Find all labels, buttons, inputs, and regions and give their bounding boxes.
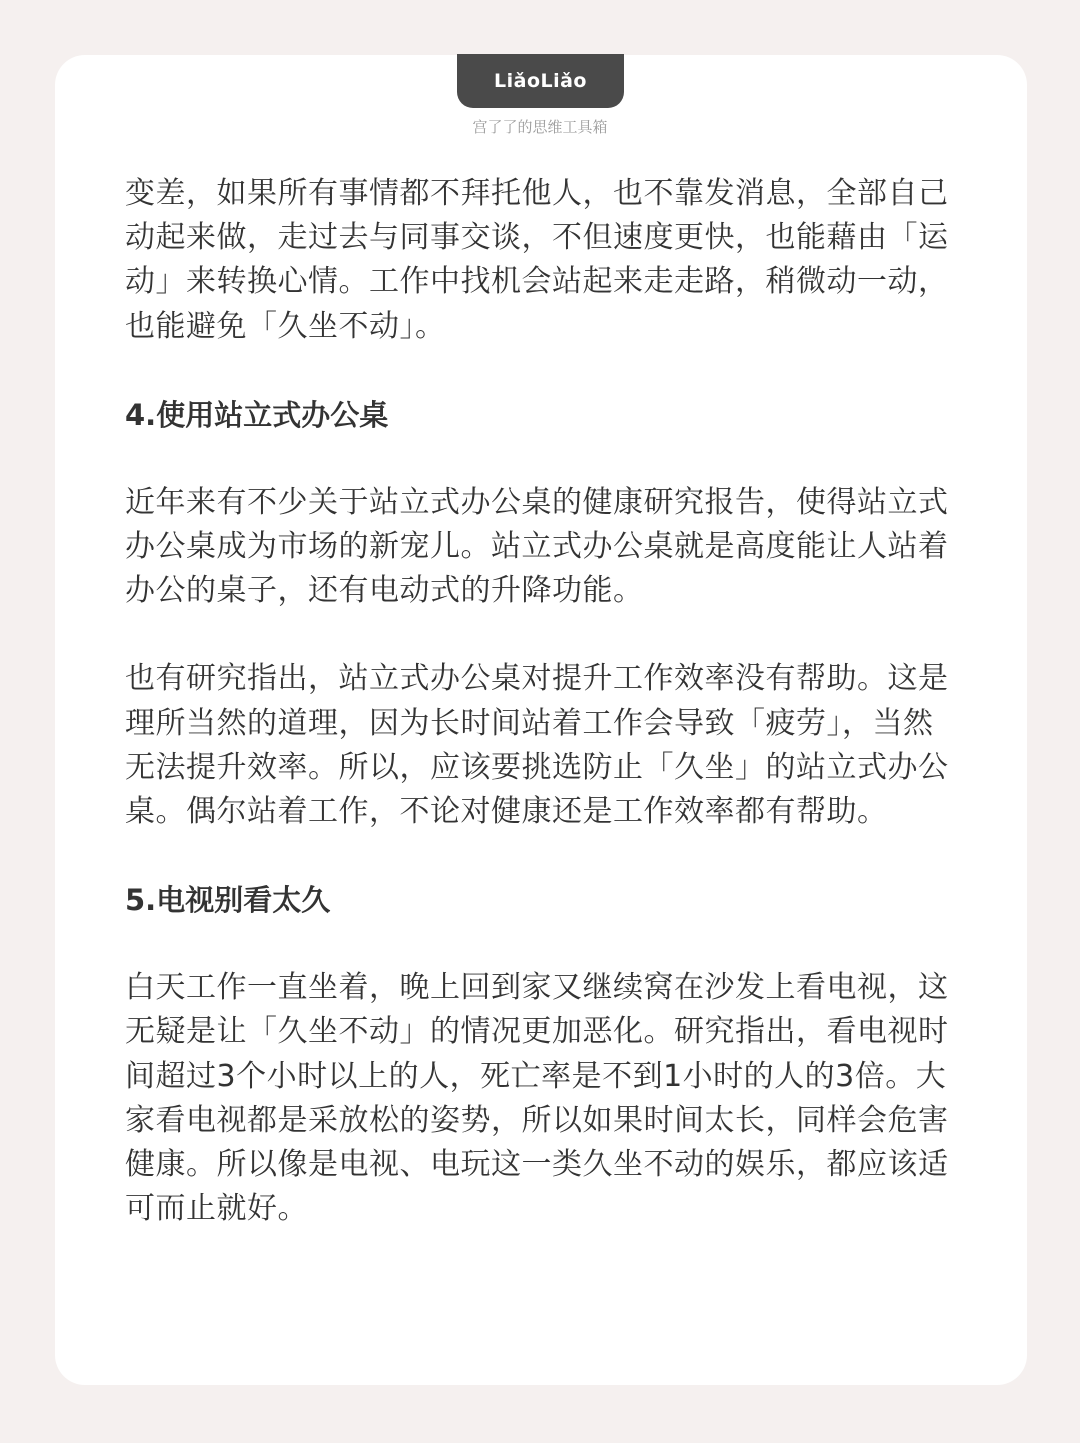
paragraph-tv: 白天工作一直坐着，晚上回到家又继续窝在沙发上看电视，这无疑是让「久坐不动」的情况更加恶化。研究指出，看电视时间超过3个小时以上的人，死亡率是不到1小时的人的3倍。大家看电视都是采放松的姿势，所以如果时间太长，同样会危害健康。所以像是电视、电玩这一类久坐不动的娱乐，都应该适可而止就好。	[125, 970, 949, 1227]
brand-logo-text: LiǎoLiǎo	[494, 70, 587, 92]
paragraph-standing-research: 也有研究指出，站立式办公桌对提升工作效率没有帮助。这是理所当然的道理，因为长时间站着工作会导致「疲劳」，当然无法提升效率。所以，应该要挑选防止「久坐」的站立式办公桌。偶尔站着工作，不论对健康还是工作效率都有帮助。	[125, 661, 949, 830]
section-heading-5: 5.电视别看太久	[125, 883, 331, 918]
brand-tagline: 宫了了的思维工具箱	[472, 118, 608, 136]
section-heading-4: 4.使用站立式办公桌	[125, 397, 389, 432]
brand-logo	[457, 54, 624, 108]
article-body	[125, 172, 959, 1231]
paragraph-standing-desk: 近年来有不少关于站立式办公桌的健康研究报告，使得站立式办公桌成为市场的新宠儿。站立式办公桌就是高度能让人站着办公的桌子，还有电动式的升降功能。	[125, 484, 949, 609]
paragraph-intro: 变差，如果所有事情都不拜托他人，也不靠发消息，全部自己动起来做，走过去与同事交谈，不但速度更快，也能藉由「运动」来转换心情。工作中找机会站起来走走路，稍微动一动，也能避免「久坐不动」。	[125, 176, 949, 344]
